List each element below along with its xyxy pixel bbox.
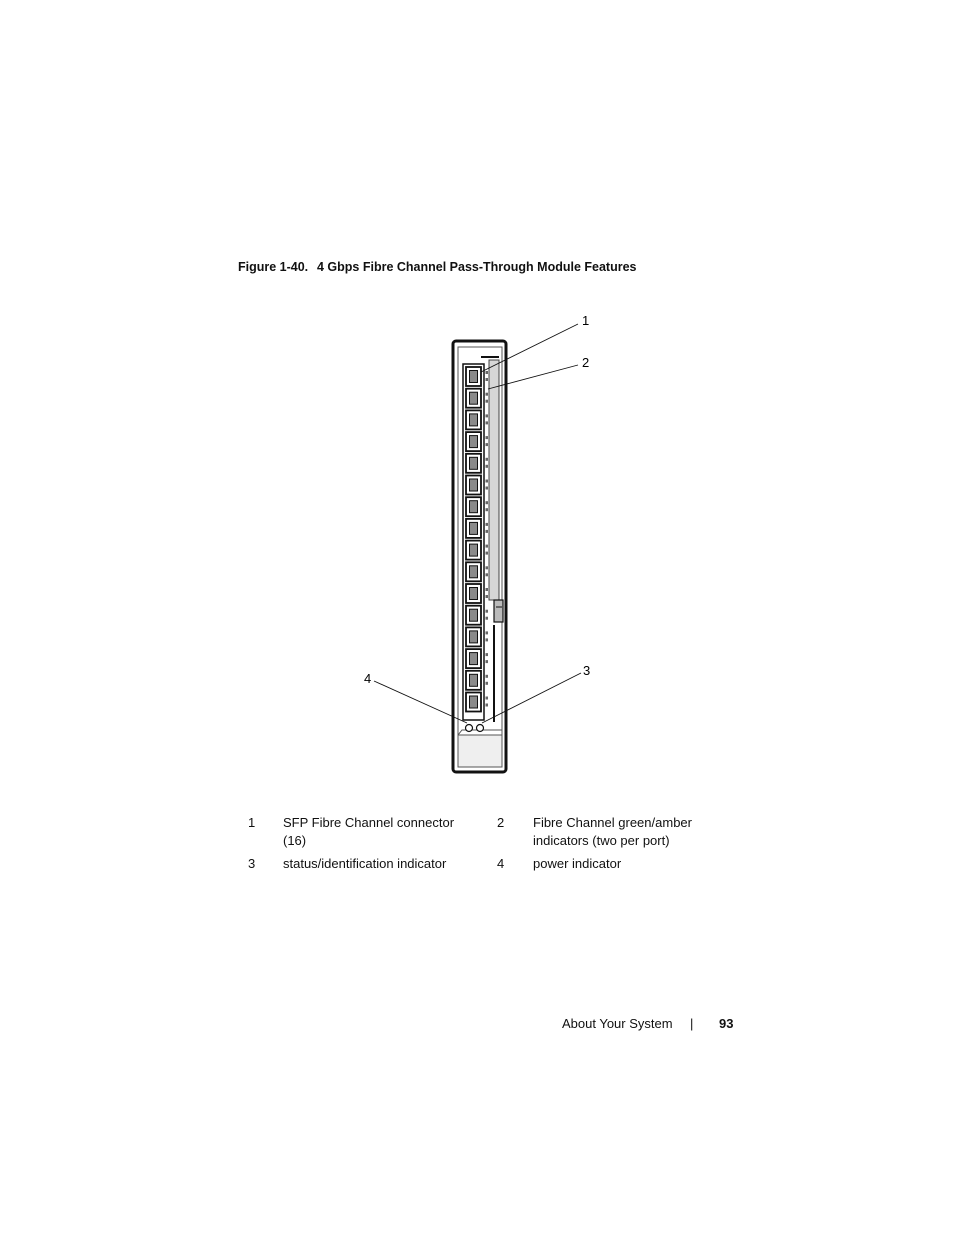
port-indicator-led — [486, 545, 489, 548]
legend-num-2: 2 — [497, 815, 505, 830]
sfp-port — [466, 606, 481, 625]
port-indicator-led — [486, 371, 489, 374]
legend-num-3: 3 — [248, 856, 256, 871]
port-indicator-led — [486, 617, 489, 620]
sfp-port — [466, 519, 481, 538]
port-indicator-led — [486, 704, 489, 707]
callout-2: 2 — [582, 355, 590, 370]
port-indicator-led — [486, 436, 489, 439]
sfp-port — [466, 671, 481, 690]
port-indicator-led — [486, 566, 489, 569]
port-indicator-led — [486, 487, 489, 490]
sfp-port — [466, 649, 481, 668]
port-indicator-led — [486, 588, 489, 591]
figure-title: 4 Gbps Fibre Channel Pass-Through Module Features — [317, 260, 637, 274]
sfp-port — [466, 432, 481, 451]
sfp-port — [466, 389, 481, 408]
port-indicator-led — [486, 675, 489, 678]
port-indicator-led — [486, 480, 489, 483]
status-indicator — [477, 725, 484, 732]
port-indicator-led — [486, 653, 489, 656]
port-indicator-led — [486, 530, 489, 533]
legend-num-4: 4 — [497, 856, 505, 871]
port-indicator-led — [486, 414, 489, 417]
port-indicator-led — [486, 631, 489, 634]
footer-separator: | — [690, 1016, 694, 1031]
legend-num-1: 1 — [248, 815, 256, 830]
port-indicator-led — [486, 638, 489, 641]
footer-section-title: About Your System — [562, 1016, 673, 1031]
port-indicator-led — [486, 610, 489, 613]
module-bottom-panel — [458, 735, 502, 767]
power-indicator — [466, 725, 473, 732]
sfp-port — [466, 454, 481, 473]
port-indicator-led — [486, 660, 489, 663]
page-number: 93 — [719, 1016, 734, 1031]
port-indicator-led — [486, 508, 489, 511]
port-indicator-led — [486, 552, 489, 555]
callout-1: 1 — [582, 313, 590, 328]
port-indicator-led — [486, 378, 489, 381]
sfp-port — [466, 497, 481, 516]
port-indicator-led — [486, 501, 489, 504]
port-indicator-led — [486, 682, 489, 685]
sfp-port — [466, 410, 481, 429]
sfp-port — [466, 476, 481, 495]
legend-text-3: status/identification indicator — [283, 856, 447, 871]
sfp-port — [466, 627, 481, 646]
callout-4: 4 — [364, 671, 372, 686]
sfp-port — [466, 367, 481, 386]
release-latch — [494, 600, 503, 622]
sfp-port — [466, 562, 481, 581]
legend-text-1: SFP Fibre Channel connector (16) — [283, 815, 455, 848]
port-indicator-led — [486, 393, 489, 396]
port-indicator-led — [486, 465, 489, 468]
callout-3: 3 — [583, 663, 591, 678]
port-indicator-led — [486, 458, 489, 461]
sfp-port — [466, 693, 481, 712]
sfp-port — [466, 584, 481, 603]
legend-text-4: power indicator — [533, 856, 622, 871]
legend-text-2: Fibre Channel green/amber indicators (two per port) — [533, 815, 692, 848]
sfp-port — [466, 541, 481, 560]
port-indicator-led — [486, 697, 489, 700]
port-indicator-led — [486, 523, 489, 526]
port-indicator-led — [486, 421, 489, 424]
port-indicator-led — [486, 400, 489, 403]
port-indicator-led — [486, 595, 489, 598]
figure-number: Figure 1-40. — [238, 260, 309, 274]
port-indicator-led — [486, 443, 489, 446]
module-side-rail — [489, 360, 499, 600]
port-indicator-led — [486, 573, 489, 576]
